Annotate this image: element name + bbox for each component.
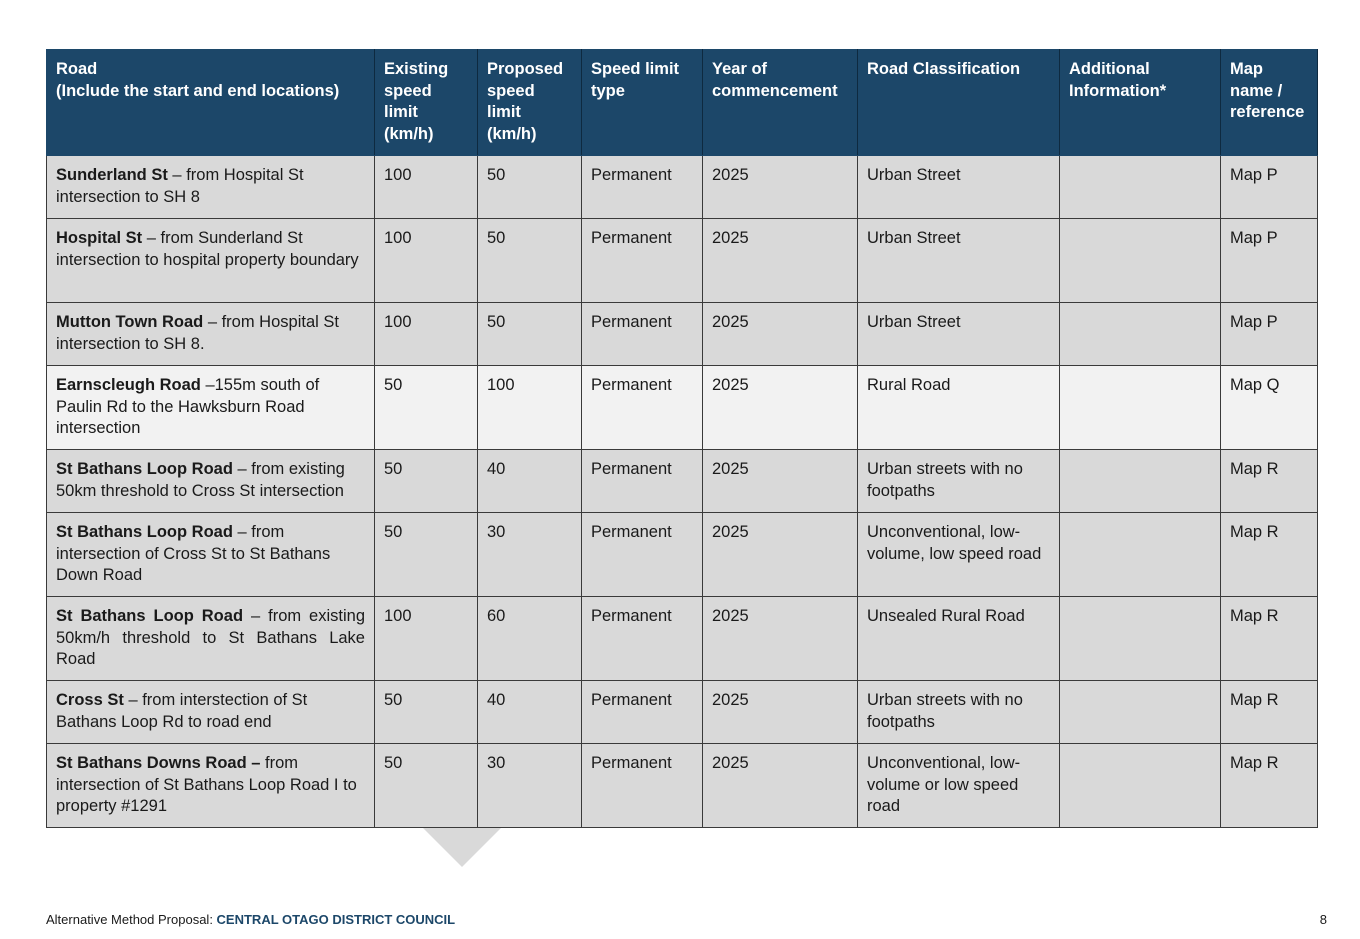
header-map-reference: Map name / reference bbox=[1221, 50, 1318, 156]
commencement-year: 2025 bbox=[703, 303, 858, 366]
header-classification: Road Classification bbox=[858, 50, 1060, 156]
proposed-speed: 50 bbox=[478, 156, 582, 219]
map-reference: Map R bbox=[1221, 450, 1318, 513]
commencement-year: 2025 bbox=[703, 156, 858, 219]
decorative-arrow bbox=[421, 826, 503, 867]
proposed-speed: 50 bbox=[478, 303, 582, 366]
road-cell bbox=[47, 366, 375, 450]
proposed-speed: 50 bbox=[478, 219, 582, 303]
proposed-speed: 40 bbox=[478, 681, 582, 744]
existing-speed: 50 bbox=[375, 366, 478, 450]
proposed-speed: 100 bbox=[478, 366, 582, 450]
additional-info bbox=[1060, 366, 1221, 450]
road-name: Earnscleugh Road bbox=[56, 376, 201, 394]
map-reference: Map R bbox=[1221, 597, 1318, 681]
road-classification: Unsealed Rural Road bbox=[858, 597, 1060, 681]
road-name: Mutton Town Road bbox=[56, 313, 204, 331]
road-classification: Urban Street bbox=[858, 156, 1060, 219]
road-classification: Unconventional, low-volume, low speed road bbox=[858, 513, 1060, 597]
additional-info bbox=[1060, 450, 1221, 513]
road-cell bbox=[47, 597, 375, 681]
proposed-speed: 30 bbox=[478, 744, 582, 828]
map-reference: Map Q bbox=[1221, 366, 1318, 450]
existing-speed: 50 bbox=[375, 744, 478, 828]
speed-limit-type: Permanent bbox=[582, 366, 703, 450]
road-cell bbox=[47, 513, 375, 597]
commencement-year: 2025 bbox=[703, 219, 858, 303]
existing-speed: 50 bbox=[375, 681, 478, 744]
existing-speed: 100 bbox=[375, 597, 478, 681]
road-classification: Urban Street bbox=[858, 219, 1060, 303]
table-header-row bbox=[47, 50, 1318, 156]
speed-limit-type: Permanent bbox=[582, 219, 703, 303]
additional-info bbox=[1060, 681, 1221, 744]
speed-limit-type: Permanent bbox=[582, 744, 703, 828]
map-reference: Map R bbox=[1221, 513, 1318, 597]
commencement-year: 2025 bbox=[703, 513, 858, 597]
additional-info bbox=[1060, 744, 1221, 828]
table-row bbox=[47, 450, 1318, 513]
road-classification: Urban Street bbox=[858, 303, 1060, 366]
table-row bbox=[47, 156, 1318, 219]
road-classification: Urban streets with no footpaths bbox=[858, 450, 1060, 513]
road-cell bbox=[47, 219, 375, 303]
road-extent: – from interstection of St Bathans Loop Rd to road end bbox=[56, 691, 308, 731]
map-reference: Map R bbox=[1221, 744, 1318, 828]
page-footer bbox=[46, 912, 455, 927]
existing-speed: 50 bbox=[375, 513, 478, 597]
proposed-speed: 60 bbox=[478, 597, 582, 681]
commencement-year: 2025 bbox=[703, 744, 858, 828]
table-row bbox=[47, 744, 1318, 828]
road-extent: – from Sunderland St intersection to hospital property boundary bbox=[56, 229, 359, 269]
footer-organisation: CENTRAL OTAGO DISTRICT COUNCIL bbox=[216, 912, 456, 927]
speed-limit-type: Permanent bbox=[582, 303, 703, 366]
additional-info bbox=[1060, 513, 1221, 597]
table-row bbox=[47, 681, 1318, 744]
commencement-year: 2025 bbox=[703, 450, 858, 513]
road-name: St Bathans Loop Road bbox=[56, 607, 244, 625]
speed-limit-type: Permanent bbox=[582, 156, 703, 219]
road-classification: Urban streets with no footpaths bbox=[858, 681, 1060, 744]
road-classification: Rural Road bbox=[858, 366, 1060, 450]
footer-prefix: Alternative Method Proposal: bbox=[46, 912, 217, 927]
header-existing-speed: Existing speed limit (km/h) bbox=[375, 50, 478, 156]
road-extent: – from existing 50km threshold to Cross St intersection bbox=[56, 460, 345, 500]
table-row bbox=[47, 303, 1318, 366]
existing-speed: 100 bbox=[375, 303, 478, 366]
road-name: St Bathans Downs Road – bbox=[56, 754, 261, 772]
road-name: Sunderland St bbox=[56, 166, 168, 184]
commencement-year: 2025 bbox=[703, 681, 858, 744]
header-road: Road (Include the start and end locations) bbox=[47, 50, 375, 156]
speed-limit-type: Permanent bbox=[582, 513, 703, 597]
speed-limit-type: Permanent bbox=[582, 681, 703, 744]
existing-speed: 50 bbox=[375, 450, 478, 513]
road-extent: –155m south of Paulin Rd to the Hawksburn Road intersection bbox=[56, 376, 320, 437]
speed-limit-table bbox=[46, 49, 1318, 828]
speed-limit-type: Permanent bbox=[582, 597, 703, 681]
existing-speed: 100 bbox=[375, 156, 478, 219]
table-row bbox=[47, 513, 1318, 597]
map-reference: Map P bbox=[1221, 156, 1318, 219]
map-reference: Map P bbox=[1221, 219, 1318, 303]
road-name: St Bathans Loop Road bbox=[56, 523, 233, 541]
road-extent: from intersection of St Bathans Loop Road I to property #1291 bbox=[56, 754, 357, 815]
additional-info bbox=[1060, 303, 1221, 366]
speed-limit-type: Permanent bbox=[582, 450, 703, 513]
road-name: Hospital St bbox=[56, 229, 143, 247]
map-reference: Map R bbox=[1221, 681, 1318, 744]
road-name: Cross St bbox=[56, 691, 124, 709]
header-proposed-speed: Proposed speed limit (km/h) bbox=[478, 50, 582, 156]
additional-info bbox=[1060, 156, 1221, 219]
existing-speed: 100 bbox=[375, 219, 478, 303]
road-extent: – from existing 50km/h threshold to St Bathans Lake Road bbox=[56, 607, 366, 668]
table-row bbox=[47, 597, 1318, 681]
map-reference: Map P bbox=[1221, 303, 1318, 366]
road-extent: – from Hospital St intersection to SH 8 bbox=[56, 166, 304, 206]
road-name: St Bathans Loop Road bbox=[56, 460, 233, 478]
table-row bbox=[47, 219, 1318, 303]
road-extent: – from intersection of Cross St to St Bathans Down Road bbox=[56, 523, 331, 584]
additional-info bbox=[1060, 597, 1221, 681]
road-cell bbox=[47, 156, 375, 219]
road-cell bbox=[47, 303, 375, 366]
page-number: 8 bbox=[1319, 912, 1327, 927]
road-extent: – from Hospital St intersection to SH 8. bbox=[56, 313, 339, 353]
table-row bbox=[47, 366, 1318, 450]
header-additional-info: Additional Information* bbox=[1060, 50, 1221, 156]
proposed-speed: 30 bbox=[478, 513, 582, 597]
header-year: Year of commencement bbox=[703, 50, 858, 156]
road-cell bbox=[47, 681, 375, 744]
road-cell bbox=[47, 450, 375, 513]
commencement-year: 2025 bbox=[703, 597, 858, 681]
header-speed-limit-type: Speed limit type bbox=[582, 50, 703, 156]
additional-info bbox=[1060, 219, 1221, 303]
road-classification: Unconventional, low-volume or low speed road bbox=[858, 744, 1060, 828]
proposed-speed: 40 bbox=[478, 450, 582, 513]
road-cell bbox=[47, 744, 375, 828]
commencement-year: 2025 bbox=[703, 366, 858, 450]
